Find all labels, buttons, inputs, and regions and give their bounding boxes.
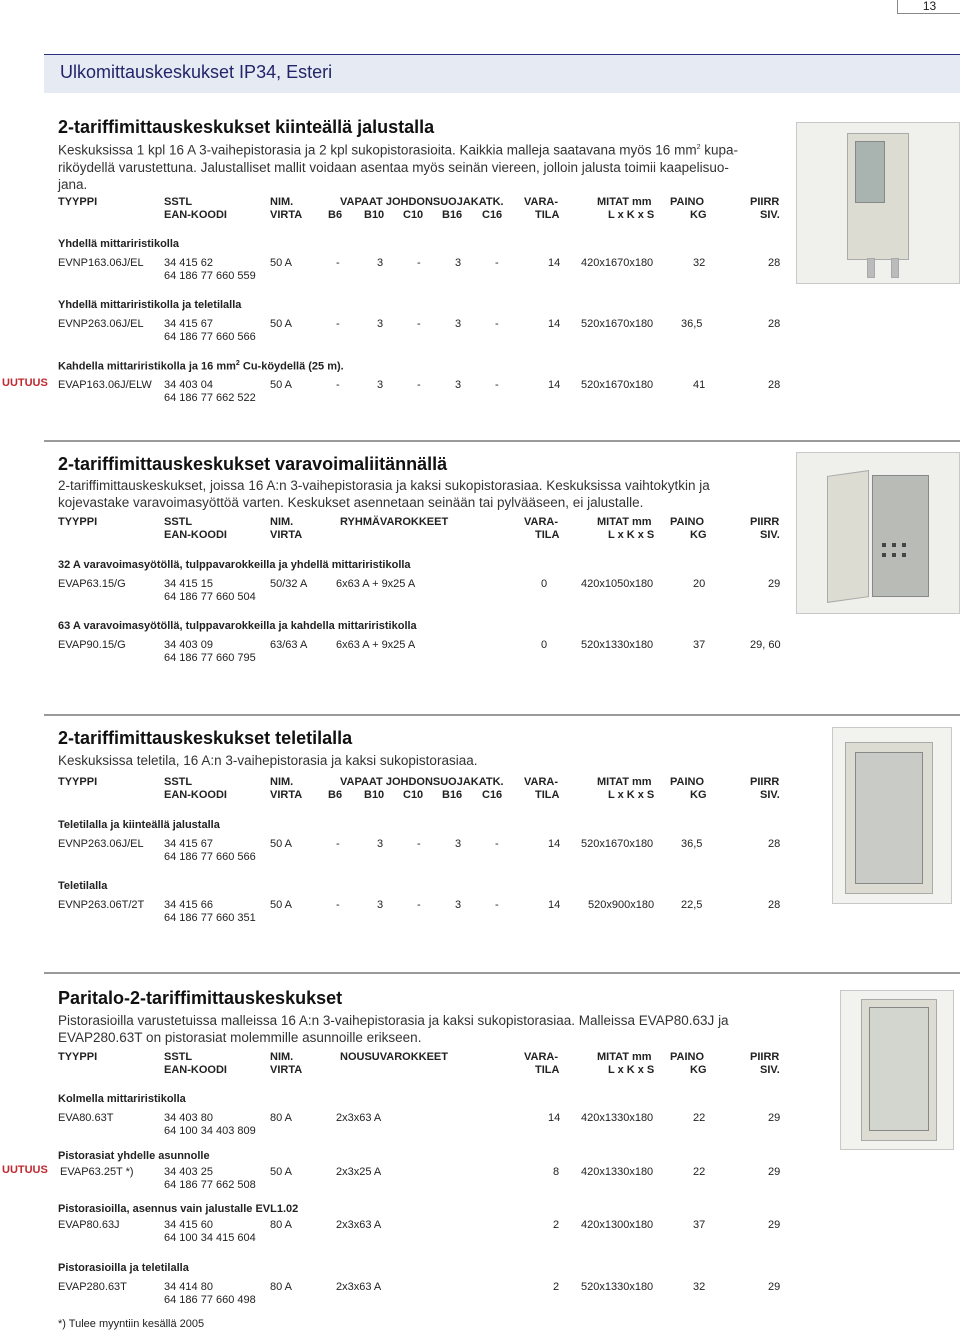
col-header: TILA bbox=[535, 1064, 560, 1076]
new-badge: UUTUUS bbox=[2, 377, 48, 389]
col-header: PAINO bbox=[670, 196, 705, 208]
col-header: EAN-KOODI bbox=[164, 1064, 227, 1076]
col-header: TILA bbox=[535, 529, 560, 541]
col-header: SSTL bbox=[164, 516, 193, 528]
col-header: VIRTA bbox=[270, 529, 303, 541]
col-header: SSTL bbox=[164, 196, 193, 208]
col-header: VARA- bbox=[524, 516, 559, 528]
col-header: TILA bbox=[535, 789, 560, 801]
col-header: B10 bbox=[364, 789, 385, 801]
col-header: TYYPPI bbox=[58, 196, 98, 208]
col-header: EAN-KOODI bbox=[164, 209, 227, 221]
col-header: MITAT mm bbox=[597, 776, 652, 788]
col-header: SIV. bbox=[760, 209, 780, 221]
group-label: Yhdellä mittariristikolla ja teletilalla bbox=[58, 299, 242, 311]
section-title: Paritalo-2-tariffimittauskeskukset bbox=[58, 988, 343, 1008]
col-header: PIIRR bbox=[750, 776, 780, 788]
col-header: PAINO bbox=[670, 516, 705, 528]
col-header: PAINO bbox=[670, 776, 705, 788]
group-label: 32 A varavoimasyötöllä, tulppavarokkeilla ja yhdellä mittariristikolla bbox=[58, 559, 411, 571]
col-header: L x K x S bbox=[608, 209, 655, 221]
product-photo bbox=[832, 727, 952, 904]
col-header: VARA- bbox=[524, 776, 559, 788]
col-header: C10 bbox=[403, 789, 424, 801]
col-header: B16 bbox=[442, 789, 463, 801]
col-header: TILA bbox=[535, 209, 560, 221]
group-label: Pistorasioilla, asennus vain jalustalle EVL1.02 bbox=[58, 1203, 299, 1215]
col-header: C10 bbox=[403, 209, 424, 221]
col-header: B6 bbox=[328, 789, 343, 801]
section-divider bbox=[44, 972, 960, 974]
col-header: VIRTA bbox=[270, 1064, 303, 1076]
section-title: 2-tariffimittauskeskukset kiinteällä jalustalla bbox=[58, 117, 435, 137]
col-header: SIV. bbox=[760, 529, 780, 541]
group-label: Yhdellä mittariristikolla bbox=[58, 238, 180, 250]
section-intro: Keskuksissa 1 kpl 16 A 3-vaihepistorasia ja 2 kpl sukopistorasioita. Kaikkia malleja saatavana myös 16 $mm^2$ kupa- riköydellä varustettuna. Jalustalliset mallit voidaan asentaa myös seinän viereen, jolloin jalusta toimii kaapelisuo- jana. bbox=[58, 142, 738, 192]
group-label: Pistorasioilla ja teletilalla bbox=[58, 1262, 189, 1274]
col-header: PAINO bbox=[670, 1051, 705, 1063]
section-title: 2-tariffimittauskeskukset varavoimaliitännällä bbox=[58, 454, 448, 474]
section-intro: Pistorasioilla varustetuissa malleissa 16 A:n 3-vaihepistorasia ja kaksi sukopistorasiaa. Malleissa EVAP80.63J ja EVAP280.63T on pistorasiat molemmille asunnoille erikseen. bbox=[58, 1013, 729, 1045]
col-header: SSTL bbox=[164, 776, 193, 788]
col-header: EAN-KOODI bbox=[164, 789, 227, 801]
col-header: EAN-KOODI bbox=[164, 529, 227, 541]
col-header: SIV. bbox=[760, 1064, 780, 1076]
col-header: NOUSUVAROKKEET bbox=[340, 1051, 448, 1063]
col-header: B10 bbox=[364, 209, 385, 221]
col-header: VARA- bbox=[524, 196, 559, 208]
col-header: NIM. bbox=[270, 516, 294, 528]
col-header: MITAT mm bbox=[597, 1051, 652, 1063]
footnote: *) Tulee myyntiin kesällä 2005 bbox=[58, 1318, 205, 1330]
col-header: L x K x S bbox=[608, 1064, 655, 1076]
col-header: VIRTA bbox=[270, 209, 303, 221]
col-header: VAPAAT JOHDONSUOJAKATK. bbox=[340, 776, 504, 788]
page-number: 13 bbox=[897, 0, 960, 14]
page-title: Ulkomittauskeskukset IP34, Esteri bbox=[60, 62, 333, 82]
col-header: VIRTA bbox=[270, 789, 303, 801]
col-header: NIM. bbox=[270, 1051, 294, 1063]
col-header: PIIRR bbox=[750, 516, 780, 528]
col-header: C16 bbox=[482, 209, 503, 221]
col-header: TYYPPI bbox=[58, 516, 98, 528]
col-header: C16 bbox=[482, 789, 503, 801]
col-header: TYYPPI bbox=[58, 776, 98, 788]
col-header: MITAT mm bbox=[597, 516, 652, 528]
section-title: 2-tariffimittauskeskukset teletilalla bbox=[58, 728, 353, 748]
product-photo bbox=[796, 452, 960, 614]
col-header: RYHMÄVAROKKEET bbox=[340, 516, 449, 528]
col-header: MITAT mm bbox=[597, 196, 652, 208]
col-header: SIV. bbox=[760, 789, 780, 801]
section-divider bbox=[44, 714, 960, 716]
col-header: L x K x S bbox=[608, 789, 655, 801]
col-header: SSTL bbox=[164, 1051, 193, 1063]
col-header: PIIRR bbox=[750, 196, 780, 208]
product-photo bbox=[796, 122, 960, 284]
col-header: L x K x S bbox=[608, 529, 655, 541]
group-label: Kahdella mittariristikolla ja 16 $mm^2$ Cu-köydellä (25 m). bbox=[58, 360, 344, 373]
col-header: B6 bbox=[328, 209, 343, 221]
product-photo bbox=[840, 990, 954, 1150]
section-intro: 2-tariffimittauskeskukset, joissa 16 A:n 3-vaihepistorasia ja kaksi sukopistorasiaa. Keskuksissa vaihtokytkin ja kojevastake varavoimasyöttöä varten. Keskukset asennetaan seinään tai pylvääseen, ei jalustalle. bbox=[58, 478, 710, 510]
group-label: 63 A varavoimasyötöllä, tulppavarokkeilla ja kahdella mittariristikolla bbox=[58, 620, 417, 632]
col-header: B16 bbox=[442, 209, 463, 221]
col-header: KG bbox=[690, 1064, 707, 1076]
col-header: PIIRR bbox=[750, 1051, 780, 1063]
col-header: NIM. bbox=[270, 196, 294, 208]
col-header: TYYPPI bbox=[58, 1051, 98, 1063]
group-label: Pistorasiat yhdelle asunnolle bbox=[58, 1150, 210, 1162]
col-header: KG bbox=[690, 789, 707, 801]
col-header: KG bbox=[690, 529, 707, 541]
section-intro: Keskuksissa teletila, 16 A:n 3-vaihepistorasia ja kaksi sukopistorasiaa. bbox=[58, 753, 478, 768]
group-label: Teletilalla ja kiinteällä jalustalla bbox=[58, 819, 220, 831]
col-header: KG bbox=[690, 209, 707, 221]
group-label: Teletilalla bbox=[58, 880, 108, 892]
group-label: Kolmella mittariristikolla bbox=[58, 1093, 186, 1105]
col-header: VARA- bbox=[524, 1051, 559, 1063]
col-header: NIM. bbox=[270, 776, 294, 788]
col-header: VAPAAT JOHDONSUOJAKATK. bbox=[340, 196, 504, 208]
new-badge: UUTUUS bbox=[2, 1164, 48, 1176]
section-divider bbox=[44, 440, 960, 442]
